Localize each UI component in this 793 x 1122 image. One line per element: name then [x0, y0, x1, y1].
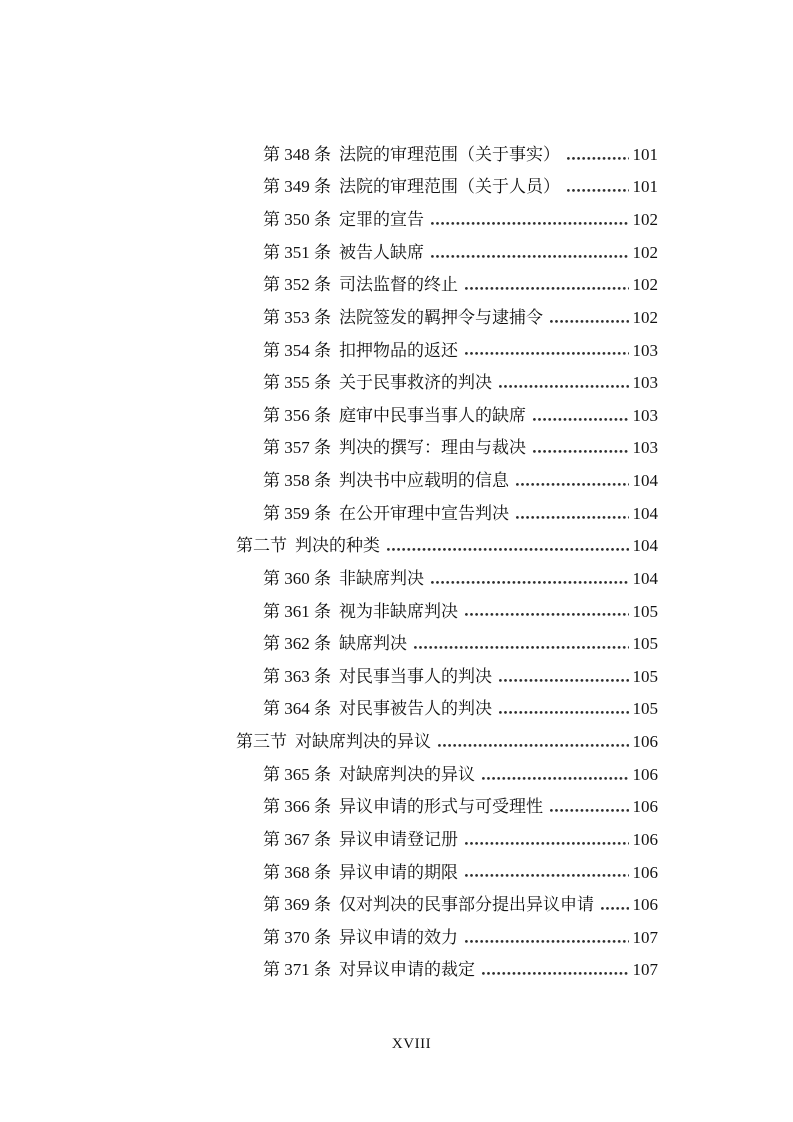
dot-leader [431, 222, 629, 225]
toc-entry-page: 102 [632, 307, 658, 327]
toc-list [236, 131, 658, 979]
toc-entry-label: 第 364 条 [263, 699, 331, 719]
toc-entry-page: 106 [632, 732, 658, 752]
toc-entry-label: 第三节 [236, 732, 287, 752]
toc-entry-article[interactable] [236, 686, 658, 719]
toc-entry-label: 第 361 条 [263, 601, 331, 621]
toc-entry-title: 判决书中应载明的信息 [339, 471, 509, 491]
dot-leader [465, 874, 629, 877]
dot-leader [550, 320, 629, 323]
toc-entry-page: 104 [632, 503, 658, 523]
dot-leader [601, 907, 629, 910]
toc-entry-label: 第 367 条 [263, 829, 331, 849]
toc-entry-article[interactable] [236, 164, 658, 197]
toc-entry-title: 判决的撰写：理由与裁决 [339, 438, 526, 458]
toc-entry-page: 103 [632, 405, 658, 425]
toc-entry-label: 第 348 条 [263, 144, 331, 164]
toc-entry-page: 101 [632, 144, 658, 164]
toc-entry-page: 106 [632, 895, 658, 915]
toc-entry-page: 105 [632, 601, 658, 621]
toc-entry-section[interactable] [236, 523, 658, 556]
toc-entry-article[interactable] [236, 784, 658, 817]
toc-entry-title: 异议申请登记册 [339, 829, 458, 849]
toc-entry-title: 被告人缺席 [339, 242, 424, 262]
toc-entry-label: 第 357 条 [263, 438, 331, 458]
toc-entry-article[interactable] [236, 229, 658, 262]
toc-entry-title: 法院的审理范围（关于人员） [339, 177, 560, 197]
dot-leader [550, 809, 629, 812]
toc-entry-article[interactable] [236, 751, 658, 784]
toc-entry-article[interactable] [236, 327, 658, 360]
toc-entry-page: 106 [632, 862, 658, 882]
dot-leader [482, 972, 629, 975]
toc-entry-label: 第 349 条 [263, 177, 331, 197]
toc-entry-page: 104 [632, 568, 658, 588]
toc-entry-label: 第 365 条 [263, 764, 331, 784]
toc-entry-page: 104 [632, 536, 658, 556]
footer-page-number: XVIII [391, 1036, 432, 1052]
toc-entry-article[interactable] [236, 620, 658, 653]
toc-entry-label: 第 368 条 [263, 862, 331, 882]
toc-entry-title: 定罪的宣告 [339, 210, 424, 230]
toc-entry-article[interactable] [236, 262, 658, 295]
toc-entry-page: 102 [632, 242, 658, 262]
toc-entry-page: 105 [632, 666, 658, 686]
toc-entry-article[interactable] [236, 555, 658, 588]
toc-entry-title: 扣押物品的返还 [339, 340, 458, 360]
toc-entry-label: 第 352 条 [263, 275, 331, 295]
toc-entry-page: 103 [632, 438, 658, 458]
toc-entry-page: 107 [632, 927, 658, 947]
toc-entry-title: 对缺席判决的异议 [339, 764, 475, 784]
toc-entry-label: 第 366 条 [263, 797, 331, 817]
toc-entry-title: 缺席判决 [339, 634, 407, 654]
toc-entry-label: 第 356 条 [263, 405, 331, 425]
toc-entry-label: 第二节 [236, 536, 287, 556]
toc-entry-title: 异议申请的形式与可受理性 [339, 797, 543, 817]
toc-entry-page: 103 [632, 373, 658, 393]
dot-leader [533, 418, 629, 421]
toc-entry-label: 第 369 条 [263, 895, 331, 915]
toc-entry-article[interactable] [236, 914, 658, 947]
toc-entry-label: 第 370 条 [263, 927, 331, 947]
dot-leader [431, 581, 629, 584]
dot-leader [533, 450, 629, 453]
toc-entry-article[interactable] [236, 131, 658, 164]
dot-leader [465, 352, 629, 355]
dot-leader [438, 744, 629, 747]
dot-leader [567, 157, 629, 160]
dot-leader [465, 613, 629, 616]
toc-entry-page: 105 [632, 634, 658, 654]
toc-entry-page: 105 [632, 699, 658, 719]
toc-entry-title: 对异议申请的裁定 [339, 960, 475, 980]
toc-entry-article[interactable] [236, 947, 658, 980]
toc-entry-label: 第 350 条 [263, 210, 331, 230]
toc-entry-label: 第 353 条 [263, 307, 331, 327]
toc-entry-title: 视为非缺席判决 [339, 601, 458, 621]
toc-entry-article[interactable] [236, 359, 658, 392]
toc-entry-article[interactable] [236, 392, 658, 425]
toc-entry-title: 判决的种类 [295, 536, 380, 556]
dot-leader [465, 940, 629, 943]
toc-entry-title: 关于民事救济的判决 [339, 373, 492, 393]
dot-leader [567, 189, 629, 192]
toc-entry-page: 104 [632, 471, 658, 491]
toc-entry-article[interactable] [236, 196, 658, 229]
toc-entry-page: 106 [632, 829, 658, 849]
toc-entry-page: 107 [632, 960, 658, 980]
toc-entry-label: 第 359 条 [263, 503, 331, 523]
toc-entry-article[interactable] [236, 881, 658, 914]
toc-entry-article[interactable] [236, 294, 658, 327]
toc-entry-label: 第 371 条 [263, 960, 331, 980]
toc-entry-article[interactable] [236, 849, 658, 882]
dot-leader [516, 483, 629, 486]
dot-leader [516, 516, 629, 519]
toc-entry-title: 异议申请的效力 [339, 927, 458, 947]
dot-leader [465, 842, 629, 845]
toc-entry-title: 仅对判决的民事部分提出异议申请 [339, 895, 594, 915]
toc-entry-title: 法院的审理范围（关于事实） [339, 144, 560, 164]
dot-leader [387, 548, 629, 551]
toc-entry-page: 102 [632, 210, 658, 230]
toc-entry-title: 庭审中民事当事人的缺席 [339, 405, 526, 425]
toc-entry-article[interactable] [236, 653, 658, 686]
toc-entry-title: 对民事被告人的判决 [339, 699, 492, 719]
toc-entry-page: 106 [632, 764, 658, 784]
toc-entry-article[interactable] [236, 457, 658, 490]
toc-entry-title: 对民事当事人的判决 [339, 666, 492, 686]
toc-entry-article[interactable] [236, 816, 658, 849]
toc-entry-label: 第 354 条 [263, 340, 331, 360]
toc-entry-page: 103 [632, 340, 658, 360]
dot-leader [499, 679, 629, 682]
toc-entry-article[interactable] [236, 490, 658, 523]
dot-leader [414, 646, 629, 649]
dot-leader [499, 711, 629, 714]
toc-entry-page: 101 [632, 177, 658, 197]
toc-entry-label: 第 355 条 [263, 373, 331, 393]
dot-leader [499, 385, 629, 388]
toc-entry-page: 102 [632, 275, 658, 295]
toc-entry-label: 第 363 条 [263, 666, 331, 686]
toc-entry-label: 第 360 条 [263, 568, 331, 588]
toc-entry-title: 非缺席判决 [339, 568, 424, 588]
dot-leader [482, 777, 629, 780]
dot-leader [431, 255, 629, 258]
toc-entry-title: 法院签发的羁押令与逮捕令 [339, 307, 543, 327]
toc-entry-title: 对缺席判决的异议 [295, 732, 431, 752]
toc-entry-article[interactable] [236, 425, 658, 458]
page-footer [30, 1036, 793, 1053]
toc-entry-label: 第 358 条 [263, 471, 331, 491]
toc-entry-label: 第 351 条 [263, 242, 331, 262]
toc-entry-page: 106 [632, 797, 658, 817]
toc-entry-section[interactable] [236, 718, 658, 751]
toc-entry-title: 异议申请的期限 [339, 862, 458, 882]
toc-entry-title: 在公开审理中宣告判决 [339, 503, 509, 523]
toc-entry-title: 司法监督的终止 [339, 275, 458, 295]
dot-leader [465, 287, 629, 290]
toc-entry-article[interactable] [236, 588, 658, 621]
toc-entry-label: 第 362 条 [263, 634, 331, 654]
